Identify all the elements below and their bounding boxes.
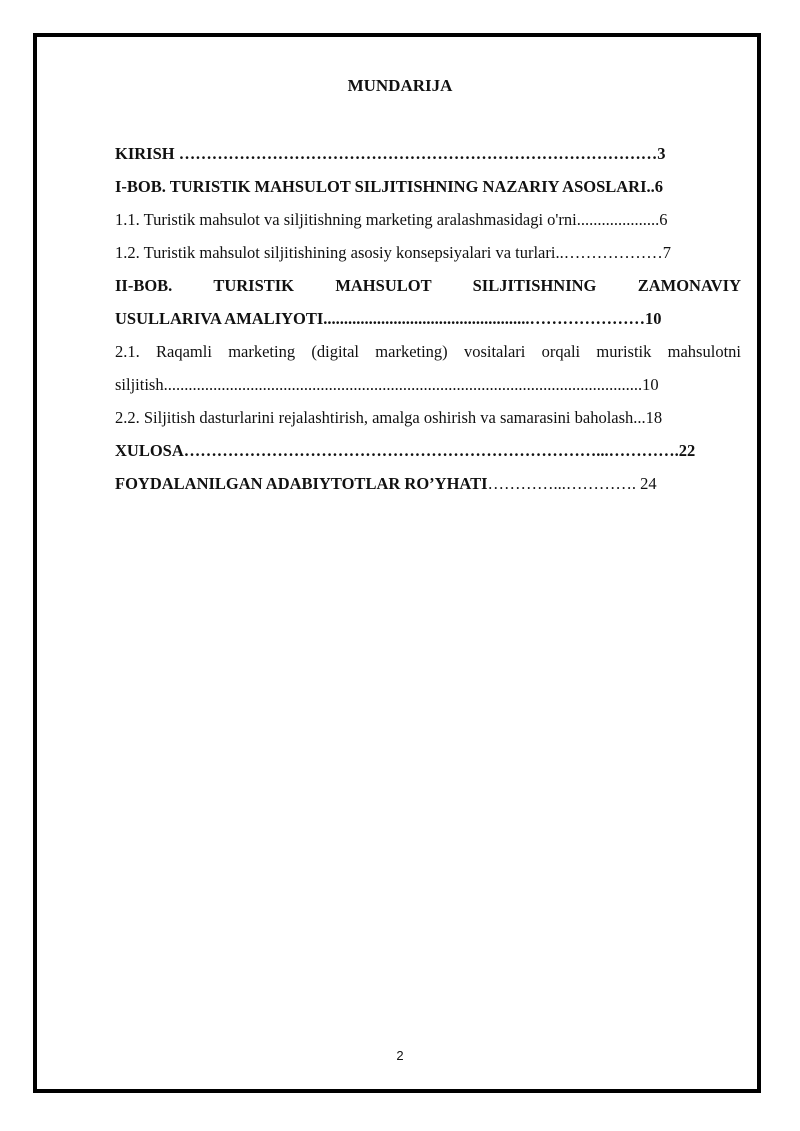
toc-entry-chapter-2-line-2[interactable]: USULLARIVA AMALIYOTI..................................................…………………10 xyxy=(115,309,662,328)
toc-title: MUNDARIJA xyxy=(347,76,453,95)
toc-entry-references-page: …………...…………. 24 xyxy=(487,474,657,493)
toc-entry-2-1-line-1[interactable]: 2.1. Raqamli marketing (digital marketing) vositalari orqali muristik mahsulotni xyxy=(115,342,741,361)
toc-entry-xulosa[interactable]: XULOSA…………………………………………………………………...………….22 xyxy=(115,441,696,460)
toc-entry-chapter-1[interactable]: I-BOB. TURISTIK MAHSULOT SILJITISHNING NAZARIY ASOSLARI..6 xyxy=(115,177,664,196)
table-of-contents xyxy=(115,140,741,503)
toc-entry-1-2[interactable]: 1.2. Turistik mahsulot siljitishining asosiy konsepsiyalari va turlari..………………7 xyxy=(115,243,671,262)
page-number: 2 xyxy=(396,1048,404,1063)
toc-entry-kirish[interactable]: KIRISH ……………………………………………………………………………3 xyxy=(115,144,666,163)
toc-entry-references-label: FOYDALANILGAN ADABIYTOTLAR RO’YHATI xyxy=(115,474,488,493)
toc-entry-2-1-line-2[interactable]: siljitish....................................................................................................................10 xyxy=(115,375,659,394)
toc-entry-chapter-2-line-1[interactable]: II-BOB. TURISTIK MAHSULOT SILJITISHNING ZAMONAVIY xyxy=(115,276,741,295)
toc-entry-1-1[interactable]: 1.1. Turistik mahsulot va siljitishning marketing aralashmasidagi o'rni....................6 xyxy=(115,210,668,229)
toc-entry-2-2[interactable]: 2.2. Siljitish dasturlarini rejalashtirish, amalga oshirish va samarasini baholash...18 xyxy=(115,408,663,427)
toc-entry-references[interactable] xyxy=(115,470,741,503)
